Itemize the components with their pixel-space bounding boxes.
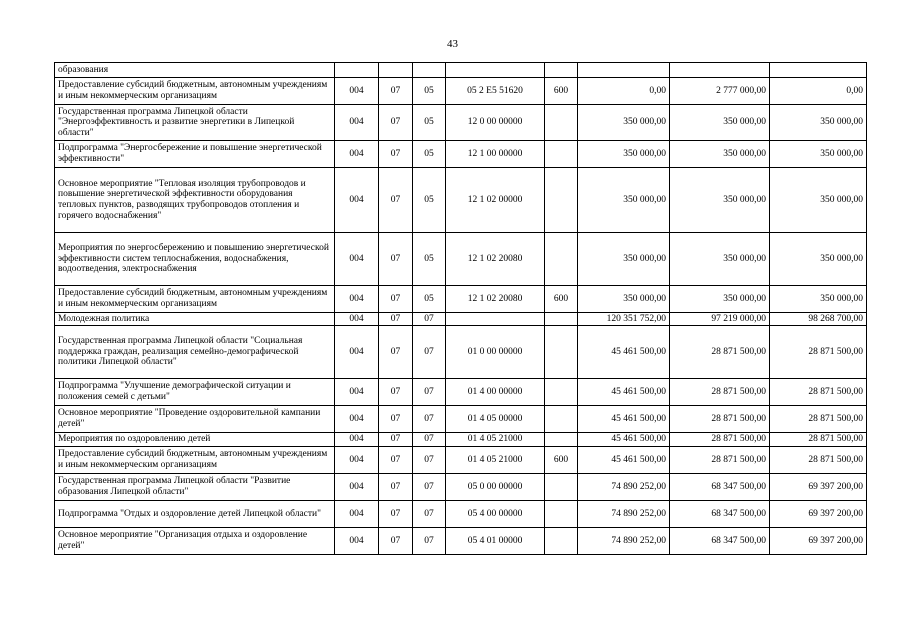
amount-year2-cell: 68 347 500,00 [670,501,770,528]
amount-year3-cell: 350 000,00 [770,286,867,313]
amount-year1-cell: 350 000,00 [578,233,670,286]
section-code-cell: 07 [379,105,413,141]
expense-type-cell [545,379,578,406]
section-code-cell: 07 [379,313,413,326]
subsection-code-cell: 07 [413,379,446,406]
target-article-cell: 05 4 01 00000 [446,528,545,555]
section-code-cell: 07 [379,474,413,501]
target-article-cell: 05 4 00 00000 [446,501,545,528]
row-name-cell: Подпрограмма "Отдых и оздоровление детей Липецкой области" [55,501,335,528]
subsection-code-cell: 07 [413,433,446,447]
amount-year1-cell [578,63,670,78]
row-name-cell: Государственная программа Липецкой области "Социальная поддержка граждан, реализация семейно-демографической политики Липецкой области" [55,326,335,379]
amount-year1-cell: 350 000,00 [578,286,670,313]
target-article-cell: 12 1 02 20080 [446,233,545,286]
amount-year1-cell: 45 461 500,00 [578,433,670,447]
ministry-code-cell: 004 [335,233,379,286]
amount-year3-cell [770,63,867,78]
subsection-code-cell: 07 [413,406,446,433]
page-number: 43 [447,38,458,50]
budget-table-body [55,63,867,555]
amount-year3-cell: 0,00 [770,78,867,105]
subsection-code-cell: 05 [413,168,446,233]
subsection-code-cell: 07 [413,528,446,555]
expense-type-cell: 600 [545,286,578,313]
amount-year2-cell: 28 871 500,00 [670,447,770,474]
amount-year3-cell: 28 871 500,00 [770,447,867,474]
table-row [55,501,867,528]
target-article-cell: 12 0 00 00000 [446,105,545,141]
row-name-cell: Государственная программа Липецкой области "Развитие образования Липецкой области" [55,474,335,501]
table-row [55,233,867,286]
amount-year2-cell: 350 000,00 [670,233,770,286]
amount-year1-cell: 350 000,00 [578,105,670,141]
section-code-cell: 07 [379,379,413,406]
ministry-code-cell: 004 [335,406,379,433]
subsection-code-cell: 07 [413,326,446,379]
amount-year3-cell: 28 871 500,00 [770,433,867,447]
amount-year2-cell: 350 000,00 [670,286,770,313]
expense-type-cell [545,501,578,528]
row-name-cell: Предоставление субсидий бюджетным, автономным учреждениям и иным некоммерческим организациям [55,286,335,313]
subsection-code-cell: 07 [413,501,446,528]
amount-year1-cell: 350 000,00 [578,141,670,168]
ministry-code-cell: 004 [335,433,379,447]
row-name-cell: Мероприятия по энергосбережению и повышению энергетической эффективности систем теплоснабжения, водоснабжения, водоотведения, электроснабжения [55,233,335,286]
section-code-cell: 07 [379,141,413,168]
subsection-code-cell: 07 [413,447,446,474]
section-code-cell: 07 [379,326,413,379]
row-name-cell: Государственная программа Липецкой области "Энергоэффективность и развитие энергетики в Липецкой области" [55,105,335,141]
ministry-code-cell: 004 [335,105,379,141]
section-code-cell: 07 [379,501,413,528]
expense-type-cell [545,528,578,555]
ministry-code-cell: 004 [335,379,379,406]
amount-year2-cell: 68 347 500,00 [670,474,770,501]
table-row [55,78,867,105]
amount-year3-cell: 28 871 500,00 [770,406,867,433]
amount-year1-cell: 74 890 252,00 [578,528,670,555]
row-name-cell: Подпрограмма "Энергосбережение и повышение энергетической эффективности" [55,141,335,168]
table-row [55,168,867,233]
table-row [55,379,867,406]
subsection-code-cell: 07 [413,474,446,501]
amount-year1-cell: 74 890 252,00 [578,501,670,528]
table-row [55,433,867,447]
amount-year3-cell: 69 397 200,00 [770,528,867,555]
subsection-code-cell: 05 [413,233,446,286]
amount-year2-cell: 350 000,00 [670,168,770,233]
subsection-code-cell: 05 [413,286,446,313]
target-article-cell: 05 2 E5 51620 [446,78,545,105]
section-code-cell: 07 [379,78,413,105]
table-row [55,406,867,433]
ministry-code-cell: 004 [335,141,379,168]
row-name-cell: Молодежная политика [55,313,335,326]
table-row [55,286,867,313]
section-code-cell: 07 [379,447,413,474]
amount-year1-cell: 45 461 500,00 [578,326,670,379]
target-article-cell [446,313,545,326]
section-code-cell: 07 [379,286,413,313]
target-article-cell: 01 0 00 00000 [446,326,545,379]
table-row [55,447,867,474]
amount-year3-cell: 350 000,00 [770,105,867,141]
expense-type-cell [545,141,578,168]
target-article-cell: 12 1 02 00000 [446,168,545,233]
ministry-code-cell: 004 [335,501,379,528]
amount-year1-cell: 45 461 500,00 [578,406,670,433]
amount-year2-cell: 68 347 500,00 [670,528,770,555]
ministry-code-cell: 004 [335,528,379,555]
table-row [55,474,867,501]
table-row [55,313,867,326]
amount-year2-cell: 2 777 000,00 [670,78,770,105]
target-article-cell: 05 0 00 00000 [446,474,545,501]
section-code-cell: 07 [379,433,413,447]
expense-type-cell [545,233,578,286]
subsection-code-cell: 05 [413,105,446,141]
row-name-cell: образования [55,63,335,78]
ministry-code-cell [335,63,379,78]
amount-year3-cell: 69 397 200,00 [770,501,867,528]
subsection-code-cell [413,63,446,78]
amount-year3-cell: 28 871 500,00 [770,379,867,406]
section-code-cell: 07 [379,233,413,286]
row-name-cell: Основное мероприятие "Тепловая изоляция трубопроводов и повышение энергетической эффективности оборудования тепловых пунктов, разводящих трубопроводов отопления и горячего водоснабжения" [55,168,335,233]
target-article-cell: 01 4 05 21000 [446,433,545,447]
amount-year3-cell: 28 871 500,00 [770,326,867,379]
ministry-code-cell: 004 [335,286,379,313]
row-name-cell: Предоставление субсидий бюджетным, автономным учреждениям и иным некоммерческим организациям [55,447,335,474]
table-row [55,63,867,78]
target-article-cell: 12 1 02 20080 [446,286,545,313]
expense-type-cell: 600 [545,447,578,474]
ministry-code-cell: 004 [335,474,379,501]
ministry-code-cell: 004 [335,313,379,326]
row-name-cell: Основное мероприятие "Проведение оздоровительной кампании детей" [55,406,335,433]
subsection-code-cell: 05 [413,141,446,168]
amount-year3-cell: 350 000,00 [770,168,867,233]
amount-year1-cell: 74 890 252,00 [578,474,670,501]
row-name-cell: Мероприятия по оздоровлению детей [55,433,335,447]
budget-table [54,62,867,555]
amount-year2-cell: 97 219 000,00 [670,313,770,326]
amount-year3-cell: 350 000,00 [770,141,867,168]
subsection-code-cell: 05 [413,78,446,105]
expense-type-cell [545,433,578,447]
row-name-cell: Подпрограмма "Улучшение демографической ситуации и положения семей с детьми" [55,379,335,406]
target-article-cell: 01 4 05 00000 [446,406,545,433]
amount-year2-cell: 28 871 500,00 [670,326,770,379]
expense-type-cell: 600 [545,78,578,105]
expense-type-cell [545,105,578,141]
expense-type-cell [545,326,578,379]
amount-year1-cell: 350 000,00 [578,168,670,233]
expense-type-cell [545,168,578,233]
table-row [55,105,867,141]
table-row [55,528,867,555]
amount-year1-cell: 45 461 500,00 [578,379,670,406]
amount-year1-cell: 0,00 [578,78,670,105]
ministry-code-cell: 004 [335,168,379,233]
amount-year3-cell: 98 268 700,00 [770,313,867,326]
amount-year2-cell: 350 000,00 [670,105,770,141]
amount-year3-cell: 69 397 200,00 [770,474,867,501]
amount-year2-cell: 28 871 500,00 [670,433,770,447]
table-row [55,141,867,168]
amount-year2-cell: 28 871 500,00 [670,406,770,433]
amount-year2-cell: 350 000,00 [670,141,770,168]
ministry-code-cell: 004 [335,447,379,474]
ministry-code-cell: 004 [335,326,379,379]
row-name-cell: Предоставление субсидий бюджетным, автономным учреждениям и иным некоммерческим организациям [55,78,335,105]
amount-year2-cell [670,63,770,78]
expense-type-cell [545,63,578,78]
expense-type-cell [545,406,578,433]
target-article-cell: 12 1 00 00000 [446,141,545,168]
table-row [55,326,867,379]
section-code-cell: 07 [379,528,413,555]
amount-year2-cell: 28 871 500,00 [670,379,770,406]
section-code-cell: 07 [379,168,413,233]
target-article-cell: 01 4 00 00000 [446,379,545,406]
row-name-cell: Основное мероприятие "Организация отдыха и оздоровление детей" [55,528,335,555]
target-article-cell: 01 4 05 21000 [446,447,545,474]
section-code-cell [379,63,413,78]
ministry-code-cell: 004 [335,78,379,105]
amount-year3-cell: 350 000,00 [770,233,867,286]
subsection-code-cell: 07 [413,313,446,326]
amount-year1-cell: 120 351 752,00 [578,313,670,326]
section-code-cell: 07 [379,406,413,433]
target-article-cell [446,63,545,78]
expense-type-cell [545,474,578,501]
amount-year1-cell: 45 461 500,00 [578,447,670,474]
expense-type-cell [545,313,578,326]
